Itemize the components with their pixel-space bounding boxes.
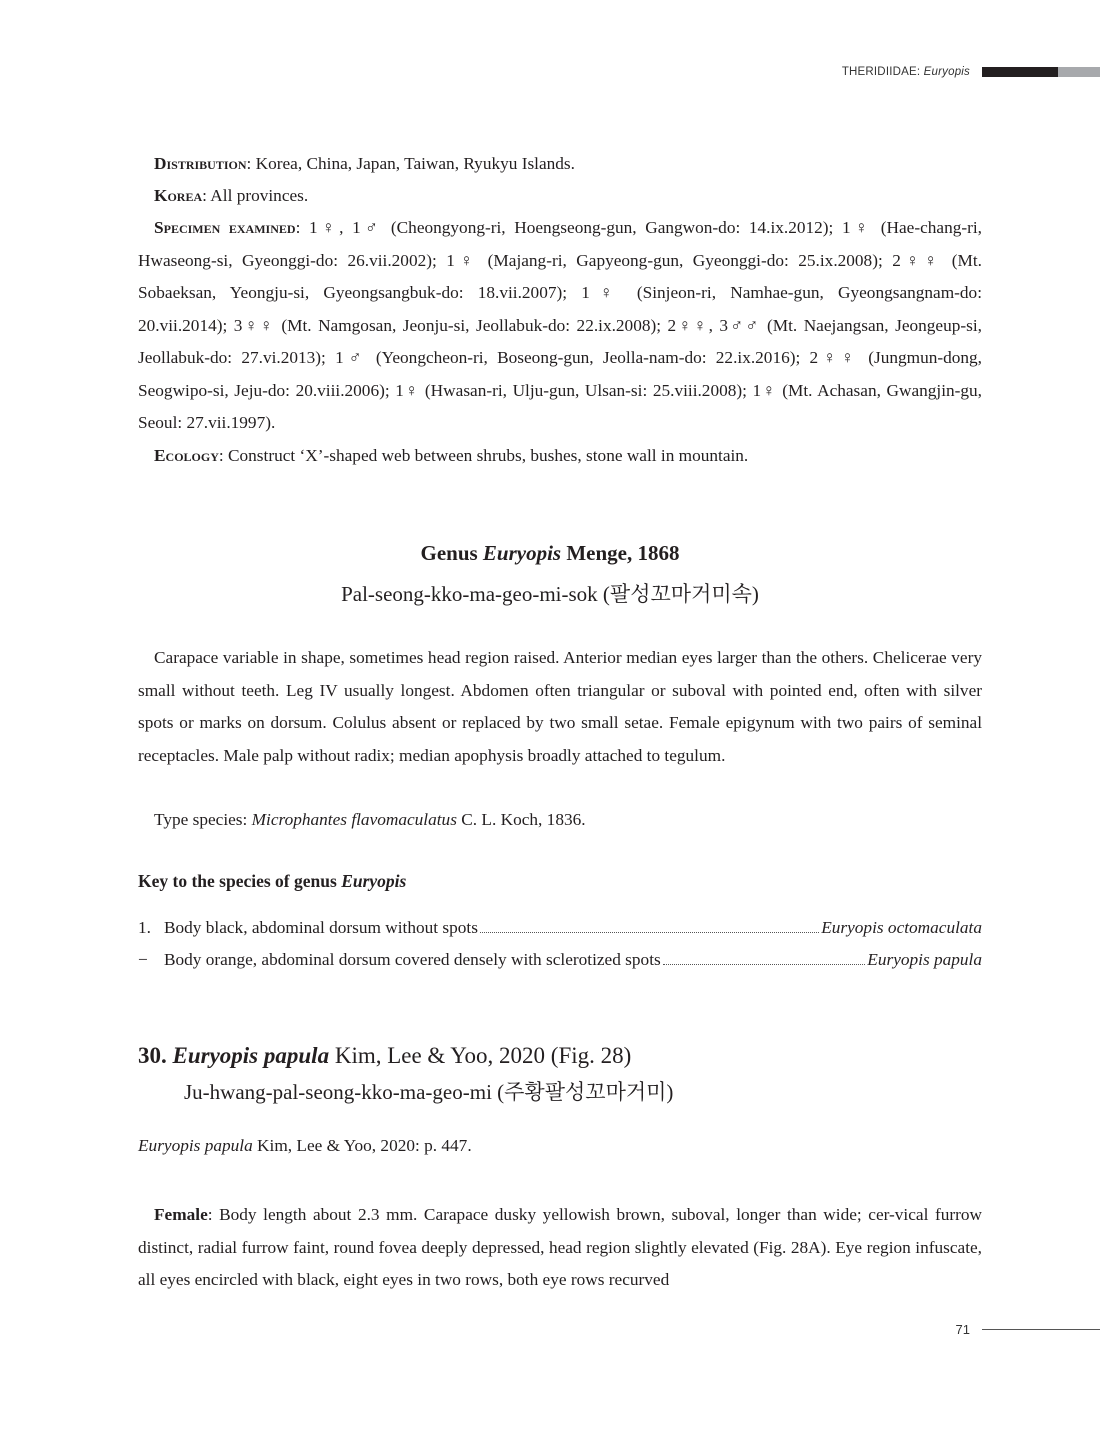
genus-description-text: Carapace variable in shape, sometimes head region raised. Anterior median eyes larger than the others. Chelicerae very small without teeth. Leg IV usually longest. Abdomen often triangular or suboval with pointed end, often with silver spots or marks on dorsum. Colulus absent or replaced by two small setae. Female epigynum with two pairs of seminal receptacles. Male palp without radix; median apophysis broadly attached to tegulum. bbox=[138, 648, 982, 765]
genus-korean-name: Pal-seong-kko-ma-geo-mi-sok (팔성꼬마거미속) bbox=[341, 582, 759, 606]
korea-label: Korea bbox=[154, 186, 203, 205]
page-number: 71 bbox=[955, 1322, 970, 1337]
key-entry-number: − bbox=[138, 950, 148, 969]
citation-name: Euryopis papula bbox=[138, 1136, 253, 1155]
ecology-label: Ecology bbox=[154, 446, 219, 465]
female-description bbox=[138, 1199, 982, 1297]
ecology-paragraph bbox=[138, 440, 982, 473]
header-bar-light bbox=[1058, 67, 1100, 77]
species-number: 30. bbox=[138, 1043, 167, 1068]
header-family: THERIDIIDAE: bbox=[841, 66, 924, 78]
key-entry bbox=[138, 950, 982, 970]
female-label: Female bbox=[154, 1205, 208, 1224]
footer-rule bbox=[982, 1329, 1100, 1330]
key-entry-text: Body orange, abdominal dorsum covered densely with sclerotized spots bbox=[164, 950, 661, 969]
genus-title bbox=[0, 541, 1100, 566]
korea-text: : All provinces. bbox=[202, 186, 309, 205]
key-title-prefix: Key to the species of genus bbox=[138, 871, 342, 891]
running-header bbox=[842, 64, 1100, 80]
genus-title-name: Euryopis bbox=[482, 541, 562, 565]
key-title-name: Euryopis bbox=[341, 871, 407, 891]
korea-paragraph bbox=[138, 180, 982, 213]
key-entry-species: Euryopis papula bbox=[867, 950, 982, 969]
key-entry-text: Body black, abdominal dorsum without spots bbox=[164, 918, 478, 937]
header-genus: Euryopis bbox=[923, 66, 970, 78]
key-leader-dots bbox=[480, 932, 819, 933]
key-entry-number: 1. bbox=[138, 918, 151, 937]
species-citation bbox=[138, 1136, 472, 1156]
female-text: : Body length about 2.3 mm. Carapace dusky yellowish brown, suboval, longer than wide; cer-vical furrow distinct, radial furrow faint, round fovea deeply depressed, head region slightly elevated (Fig. 28A). Eye region infuscate, all eyes encircled with black, eight eyes in two rows, both eye rows recurved bbox=[138, 1205, 982, 1289]
specimen-text: : 1♀, 1♂ (Cheongyong-ri, Hoengseong-gun, Gangwon-do: 14.ix.2012); 1♀ (Hae-chang-ri, Hwaseong-si, Gyeonggi-do: 26.vii.2002); 1♀ (Majang-ri, Gapyeong-gun, Gyeonggi-do: 25.ix.2008); 2♀♀ (Mt. Sobaeksan, Yeongju-si, Gyeongsangbuk-do: 18.vii.2007); 1♀ (Sinjeon-ri, Namhae-gun, Gyeongsangnam-do: 20.vii.2014); 3♀♀ (Mt. Namgosan, Jeonju-si, Jeollabuk-do: 22.ix.2008); 2♀♀, 3♂♂ (Mt. Naejangsan, Jeongeup-si, Jeollabuk-do: 27.vi.2013); 1♂ (Yeongcheon-ri, Boseong-gun, Jeolla-nam-do: 22.ix.2016); 2♀♀ (Jungmun-dong, Seogwipo-si, Jeju-do: 20.viii.2006); 1♀ (Hwasan-ri, Ulju-gun, Ulsan-si: 25.viii.2008); 1♀ (Mt. Achasan, Gwangjin-gu, Seoul: 27.vii.1997). bbox=[138, 218, 982, 432]
distribution-text: : Korea, China, Japan, Taiwan, Ryukyu Islands. bbox=[246, 154, 575, 173]
type-species-prefix: Type species: bbox=[154, 810, 252, 829]
key-leader-dots bbox=[663, 964, 866, 965]
key-entry bbox=[138, 918, 982, 938]
header-bar-dark bbox=[982, 67, 1058, 77]
running-header-text bbox=[842, 66, 970, 78]
key-title bbox=[138, 871, 406, 892]
species-author: Kim, Lee & Yoo, 2020 (Fig. 28) bbox=[329, 1043, 632, 1068]
genus-description bbox=[138, 642, 982, 772]
specimen-label: Specimen examined bbox=[154, 218, 296, 237]
key-entry-species: Euryopis octomaculata bbox=[821, 918, 982, 937]
species-name: Euryopis papula bbox=[172, 1043, 330, 1068]
type-species-paragraph bbox=[138, 804, 982, 837]
genus-title-prefix: Genus bbox=[420, 541, 483, 565]
page-footer bbox=[956, 1322, 1100, 1337]
type-species-suffix: C. L. Koch, 1836. bbox=[456, 810, 586, 829]
type-species-name: Microphantes flavomaculatus bbox=[251, 810, 457, 829]
distribution-paragraph bbox=[138, 148, 982, 181]
species-korean-name: Ju-hwang-pal-seong-kko-ma-geo-mi (주황팔성꼬마거미) bbox=[184, 1080, 674, 1104]
citation-rest: Kim, Lee & Yoo, 2020: p. 447. bbox=[252, 1136, 472, 1155]
ecology-text: : Construct ‘X’-shaped web between shrubs, bushes, stone wall in mountain. bbox=[218, 446, 749, 465]
species-heading bbox=[138, 1043, 631, 1069]
distribution-label: Distribution bbox=[154, 154, 247, 173]
specimen-paragraph bbox=[138, 212, 982, 440]
genus-title-suffix: Menge, 1868 bbox=[561, 541, 680, 565]
